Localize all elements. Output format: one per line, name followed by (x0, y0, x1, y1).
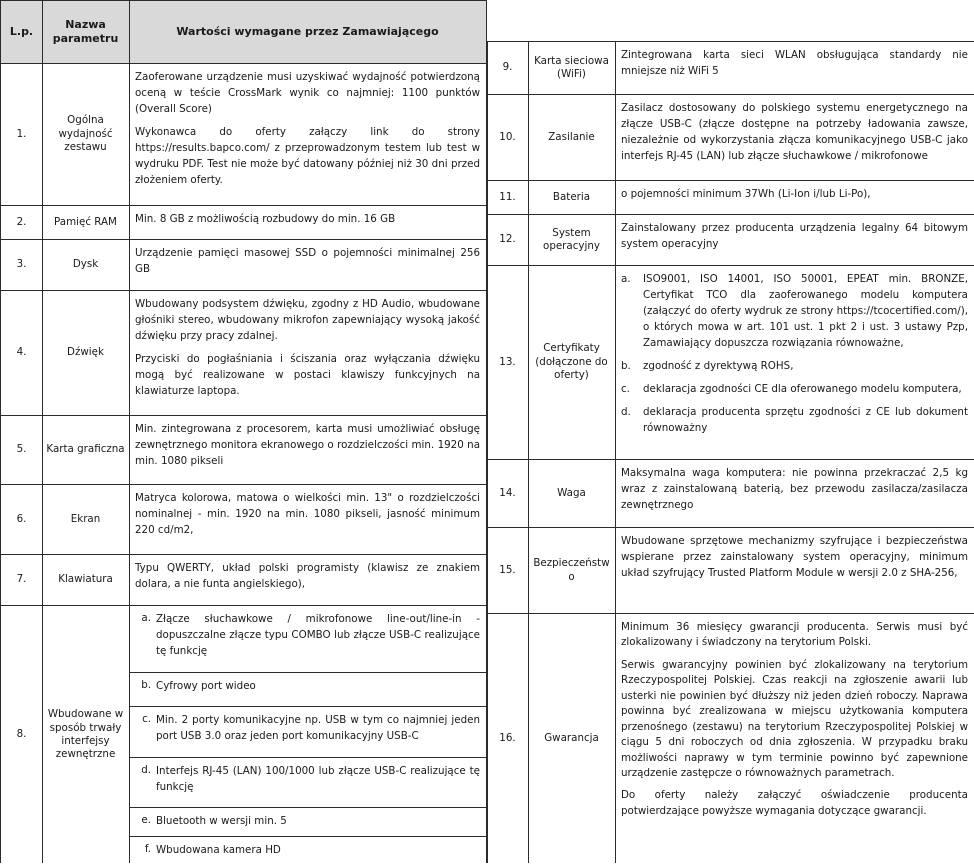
row-value: Min. 8 GB z możliwością rozbudowy do min. 16 GB (135, 213, 396, 225)
row-number: 7. (16, 573, 27, 586)
row-name: Ogólna wydajność zestawu (58, 114, 113, 154)
table-row (487, 95, 974, 181)
row-number: 11. (499, 190, 516, 203)
row-number: 15. (499, 563, 516, 576)
row-number: 14. (499, 486, 516, 499)
row-number: 4. (16, 346, 27, 359)
list-item: c. deklaracja zgodności CE dla oferowanego modelu komputera, (621, 382, 962, 395)
table-row (487, 460, 974, 528)
row-name: Bezpieczeństwo (533, 557, 610, 583)
table-row (1, 606, 486, 864)
table-row (487, 266, 974, 460)
row-name: Waga (557, 486, 586, 499)
row-name: Gwarancja (544, 732, 599, 745)
list-item: d. deklaracja producenta sprzętu zgodności z CE lub dokument równoważny (621, 405, 968, 434)
row-number: 6. (16, 512, 27, 525)
row-number: 2. (16, 215, 27, 228)
row-value: o pojemności minimum 37Wh (Li-Ion i/lub Li-Po), (621, 188, 871, 200)
row-number: 12. (499, 233, 516, 246)
table-row (1, 291, 486, 416)
right-spec-table (487, 41, 974, 863)
row-value-list (129, 606, 486, 864)
row-name: Karta sieciowa (WiFi) (534, 54, 609, 80)
table-row (1, 64, 486, 206)
table-row (487, 42, 974, 95)
row-value: Zasilacz dostosowany do polskiego systemu energetycznego na złącze USB-C (złącze dostępne na potrzeby ładowania zawsze, niezależnie od wykorzystania złącza komunikacyjnego USB-C jako interfejs RJ-45 (LAN) lub złącze słuchawkowe / mikrofonowe (621, 102, 968, 162)
row-number: 9. (502, 61, 513, 74)
list-item: b. zgodność z dyrektywą ROHS, (621, 359, 794, 372)
header-name: Nazwa parametru (52, 17, 119, 45)
header-lp: L.p. (9, 24, 34, 38)
row-name: Certyfikaty (dołączone do oferty) (535, 342, 608, 382)
table-header (1, 1, 486, 64)
row-name: Ekran (70, 512, 101, 525)
list-item: a. Złącze słuchawkowe / mikrofonowe line-out/line-in - dopuszczalne złącze typu COMBO lub złącze USB-C realizujące tę funkcję (129, 606, 486, 673)
table-row (1, 206, 486, 240)
row-name: Klawiatura (58, 573, 113, 586)
row-value: Wbudowany podsystem dźwięku, zgodny z HD Audio, wbudowane głośniki stereo, wbudowany mikrofon zapewniający wysoką jakość dźwięku przy pracy zdalnej. Przyciski do pogłaśniania i ściszania oraz wyłączania dźwięku mogą być realizowane w postaci klawiszy funkcyjnych na klawiaturze laptopa. (135, 298, 480, 397)
table-row (487, 181, 974, 215)
table-row (1, 240, 486, 291)
left-spec-table (0, 0, 487, 863)
row-value: Min. zintegrowana z procesorem, karta musi umożliwiać obsługę zewnętrznego monitora ekranowego o rozdzielczości min. 1920 na min. 1080 pikseli (135, 423, 480, 467)
row-name: Dźwięk (67, 346, 104, 359)
row-name: Dysk (72, 258, 99, 271)
table-row (487, 215, 974, 266)
list-item: d. Interfejs RJ-45 (LAN) 100/1000 lub złącze USB-C realizujące tę funkcję (129, 758, 486, 808)
row-value: Urządzenie pamięci masowej SSD o pojemności minimalnej 256 GB (135, 247, 480, 275)
table-row (487, 614, 974, 864)
row-value: Maksymalna waga komputera: nie powinna przekraczać 2,5 kg wraz z zainstalowaną baterią, bez przewodu zasilacza/zasilacza zewnętrznego (621, 467, 968, 511)
row-name: Wbudowane w sposób trwały interfejsy zewnętrzne (47, 708, 124, 761)
list-item: c. Min. 2 porty komunikacyjne np. USB w tym co najmniej jeden port USB 3.0 oraz jeden port komunikacyjny USB-C (129, 707, 486, 758)
header-value: Wartości wymagane przez Zamawiającego (176, 24, 439, 38)
row-number: 16. (499, 732, 516, 745)
row-number: 1. (16, 127, 27, 140)
row-value-list (615, 266, 974, 459)
row-name: Pamięć RAM (54, 215, 117, 228)
row-number: 10. (499, 130, 516, 143)
table-row (1, 416, 486, 485)
row-number: 3. (16, 258, 27, 271)
row-name: System operacyjny (543, 226, 600, 252)
row-number: 13. (499, 355, 516, 368)
row-name: Bateria (552, 190, 591, 203)
table-row (1, 485, 486, 555)
row-number: 5. (16, 443, 27, 456)
row-value: Matryca kolorowa, matowa o wielkości min. 13" o rozdzielczości nominalnej - min. 1920 na min. 1080 pikseli, jasność minimum 220 cd/m2, (135, 492, 480, 536)
row-number: 8. (16, 728, 27, 741)
list-item: e. Bluetooth w wersji min. 5 (129, 808, 486, 837)
row-value: Typu QWERTY, układ polski programisty (klawisz ze znakiem dolara, a nie funta angielskiego), (135, 562, 480, 590)
row-value: Wbudowane sprzętowe mechanizmy szyfrujące i bezpieczeństwa wspierane przez zainstalowany system operacyjny, minimum układ szyfrujący Trusted Platform Module w wersji 2.0 z SHA-256, (621, 535, 968, 579)
list-item: f. Wbudowana kamera HD (144, 843, 281, 856)
row-value: Zintegrowana karta sieci WLAN obsługująca standardy nie mniejsze niż WiFi 5 (621, 49, 968, 77)
row-value: Zaoferowane urządzenie musi uzyskiwać wydajność potwierdzoną oceną w teście CrossMark wynik co najmniej: 1100 punktów (Overall Score) Wykonawca do oferty załączy link do strony https://results.bapco.com/ z przeprowadzonym testem lub test w wydruku PDF. Test nie może być datowany później niż 30 dni przed złożeniem oferty. (135, 71, 480, 186)
table-row (1, 555, 486, 606)
row-value: Zainstalowany przez producenta urządzenia legalny 64 bitowym system operacyjny (621, 222, 968, 250)
row-name: Karta graficzna (46, 443, 125, 456)
list-item: b. Cyfrowy port wideo (129, 673, 486, 707)
row-name: Zasilanie (548, 130, 595, 143)
table-row (487, 528, 974, 614)
list-item: a. ISO9001, ISO 14001, ISO 50001, EPEAT min. BRONZE, Certyfikat TCO dla zaoferowanego modelu komputera (załączyć do oferty wydruk ze strony https://tcocertified.com/), o których mowa w art. 101 ust. 1 pkt 2 i ust. 3 ustawy Pzp, Zamawiający dopuszcza rozwiązania równoważne, (621, 273, 968, 349)
row-value: Minimum 36 miesięcy gwarancji producenta. Serwis musi być zlokalizowany i świadczony na terytorium Polski. Serwis gwarancyjny powinien być zlokalizowany na terytorium Rzeczypospolitej Polskiej. Czas reakcji na zgłoszenie awarii lub usterki nie powinien być dłuższy niż jeden dzień roboczy. Naprawa powinna być zrealizowana w miejscu użytkowania komputera przenośnego (zestawu) na terytorium Rzeczypospolitej Polskiej w ciągu 5 dni roboczych od dnia zgłoszenia. W przypadku braku możliwości naprawy w tym terminie powinno być zapewnione urządzenie zastępcze o równoważnych parametrach. Do oferty należy załączyć oświadczenie producenta potwierdzające powyższe wymagania dotyczące gwarancji. (621, 621, 968, 817)
